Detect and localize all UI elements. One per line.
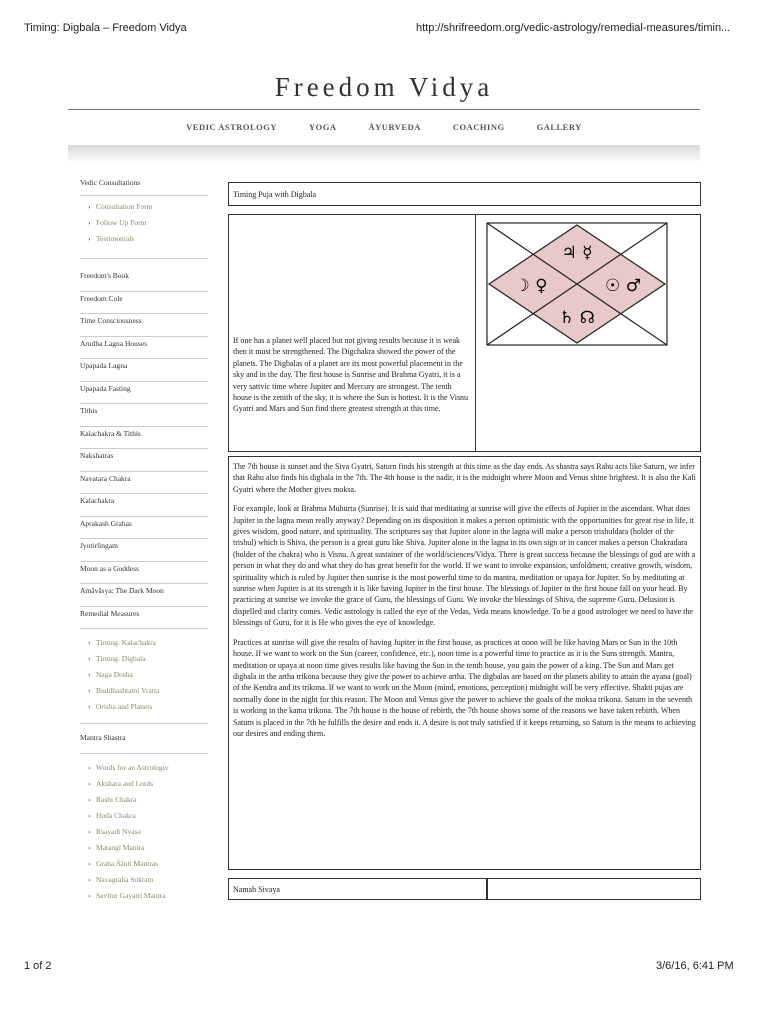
sidebar-subitem[interactable]: › Consultation Form [80,199,208,215]
sidebar-item[interactable]: Arudha Lagna Houses [80,337,208,360]
chart-top-planets: ♃ ☿ [561,243,593,263]
sidebar-subitem[interactable]: › Navagraha Suktam [80,872,208,888]
sidebar-item[interactable]: Time Consciousness [80,314,208,337]
article-body [229,457,700,739]
chart-right-planets: ☉ ♂ [605,276,641,296]
sidebar-subitem[interactable]: › Rashi Chakra [80,792,208,808]
sidebar-subitem[interactable]: › Follow Up Form [80,215,208,231]
nav-gallery[interactable]: GALLERY [536,122,582,132]
sidebar-subgroup-mantra [80,754,208,912]
nav-shadow-band [68,145,700,163]
sidebar-item[interactable]: Freedom Cole [80,292,208,315]
content-header: Timing Puja with Digbala [233,190,317,199]
sidebar-subitem[interactable]: › Graha Śānti Mantras [80,856,208,872]
print-page-url: http://shrifreedom.org/vedic-astrology/remedial-measures/timin... [416,22,731,34]
sidebar-item[interactable]: Amāvāsya: The Dark Moon [80,584,208,607]
footer-left-box [228,878,487,900]
sidebar-item[interactable]: Nakshatras [80,449,208,472]
sidebar-subgroup-consultations [80,195,208,259]
site-title[interactable]: Freedom Vidya [274,72,494,102]
footer-left-text: Namah Sivaya [233,885,280,894]
sidebar-item[interactable]: Jyotirlingam [80,539,208,562]
sidebar-item-vedic-consultations[interactable]: Vedic Consultations [80,178,141,187]
sidebar-item[interactable]: Tithis [80,404,208,427]
chart-left-planets: ☽ ♀ [514,276,548,296]
header-divider [68,109,700,110]
sidebar-subitem[interactable]: › Rsayadi Nyasa [80,824,208,840]
article-paragraph: For example, look at Brahma Muhurta (Sunrise). It is said that meditating at sunrise will give the effects of Jupiter in the ascendant. What does Jupiter in the lagna mean really anyway? Depending on its disposition it makes a person optimistic with the opportunities for great rise in life, it gives wisdom, good nature, and spirituality. The scriptures say that Jupiter alone in the lagna will make a person trishuldara (holder of the trishul) which is Shiva, the person is a great guru like Shiva. Jupiter alone in the lagna in its own sign or in cancer makes a person Chakradara (holder of the chakra) who is Visnu. A great sustainer of the world/sciences/Vidya. There is great success because the blessings of god are with a person in what they do and what they do has great benefit for the world. If we want to invoke expansion, unfoldment, creative growth, wisdom, spirituality which is ruled by Jupiter then sunrise is the most powerful time to do mantra, meditation or upaya for Jupiter. So by meditating at sunrise when Jupiter is at its strength it is like having Jupiter in the first house. The blessings of Jupiter in the first house fall on your head. By practicing at sunrise we invoke the grace of Guru, the blessings of Guru. We invoke the blessings of Shiva, the supreme Guru. Delusion is dispelled and clarity comes. Vedic astrology is called the eye of the Vedas, Veda means knowledge. To be a good astrologer we need to have the blessings of Guru, for it is He who gives the eye of knowledge. [233,504,696,628]
digchakra-chart [485,221,669,347]
sidebar-item[interactable]: Kalachakra [80,494,208,517]
main-nav [68,122,700,132]
sidebar-subitem[interactable]: › Akshara and Lords [80,776,208,792]
nav-yoga[interactable]: YOGA [309,122,337,132]
sidebar-item[interactable]: Upapada Fasting [80,382,208,405]
article-box [228,456,701,870]
sidebar-subitem[interactable]: › Naga Dosha [80,667,208,683]
sidebar-subitem-active[interactable]: › Timing: Digbala [80,651,208,667]
sidebar-subitem[interactable]: › Testimonials [80,231,208,247]
sidebar-item[interactable]: Upapada Lagna [80,359,208,382]
sidebar-subgroup-remedial [80,629,208,724]
nav-ayurveda[interactable]: ĀYURVEDA [368,122,421,132]
print-datetime: 3/6/16, 6:41 PM [656,960,734,972]
footer-right-box [487,878,701,900]
content-header-box [228,182,701,206]
article-paragraph: The 7th house is sunset and the Siva Gyatri, Saturn finds his strength at this time as the day ends. As shastra says Rahu acts like Saturn, we infer that Rahu also finds his digbala in the 7th. The 4th house is the nadir, it is the midnight where Moon and Venus shine brightest. It is also the Kali Gyatri where the Mother gives moksa. [233,462,696,494]
sidebar-subitem[interactable]: › Timing: Kalachakra [80,635,208,651]
digchakra-svg [485,221,669,347]
sidebar-item[interactable]: Kalachakra & Tithis [80,427,208,450]
sidebar-subitem[interactable]: › Buddhashtami Vratta [80,683,208,699]
sidebar-subitem[interactable]: › Words for an Astrologer [80,760,208,776]
sidebar-subitem[interactable]: › Savitur Gayatri Mantra [80,888,208,904]
sidebar-subitem[interactable]: › Matangi Mantra [80,840,208,856]
nav-coaching[interactable]: COACHING [452,122,505,132]
sidebar-item[interactable]: Freedom's Book [80,269,208,292]
intro-box [228,214,701,452]
sidebar-item[interactable]: Navatara Chakra [80,472,208,495]
sidebar-subitem[interactable]: › Hoda Chakra [80,808,208,824]
sidebar-item[interactable]: Moon as a Goddess [80,562,208,585]
sidebar-item-mantra-shastra[interactable]: Mantra Shastra [80,724,208,754]
intro-text: If one has a planet well placed but not giving results because it is weak then it must be strengthened. The Digchakra showed the power of the planets. The Digbalas of a planet are its most powerful placement in the sky and in the day. The first house is Sunrise and Brahma Gyatri, it is a very sattvic time where Jupiter and Mercury are strongest. The tenth house is the zenith of the sky, it is where the Sun is hottest. It is the Visnu Gyatri and Mars and Sun find there greatest strength at this time. [233,336,469,414]
sidebar-item[interactable]: Aprakash Grahas [80,517,208,540]
sidebar [80,177,208,912]
nav-vedic-astrology[interactable]: VEDIC ASTROLOGY [186,122,278,132]
page-number: 1 of 2 [24,960,52,972]
chart-bottom-planets: ♄ ☊ [559,308,595,328]
print-page-title: Timing: Digbala – Freedom Vidya [24,22,187,34]
intro-divider [475,215,476,451]
sidebar-subitem[interactable]: › Orisha and Planets [80,699,208,715]
sidebar-item-remedial-measures[interactable]: Remedial Measures [80,607,208,630]
article-paragraph: Practices at sunrise will give the results of having Jupiter in the first house, as practices at noon will be like having Mars or Sun in the 10th house. If we want to work on the Sun (career, confidence, etc.), noon time is a powerful time to practice as it is the Suns strength. Mantra, meditation or upaya at noon time gives results like having the Sun in the tenth house, you gain the power of a king. The Sun and Mars get digbala in the artha trikona because they give the power to achieve artha. The digbalas are based on the planets ability to attain the ayana (goal) of the Kendra and its trikona. If we want to work on the Moon (mind, emotions, perception) midnight will be very effective. Shakti pujas are normally done in the night for this reason. The Moon and Venus give the power to achieve the goals of the moksa trikona. Saturn in the seventh is working in the kama trikona. The 7th house is the house of rebirth, the 7th house shows some of the reasons we have taken rebirth. When Saturn is placed in the 7th he fulfills the desire and ends it. A desire is not truly satisfied if it keeps returning, so Saturn is the means to achieving our desires and ending them. [233,637,696,738]
